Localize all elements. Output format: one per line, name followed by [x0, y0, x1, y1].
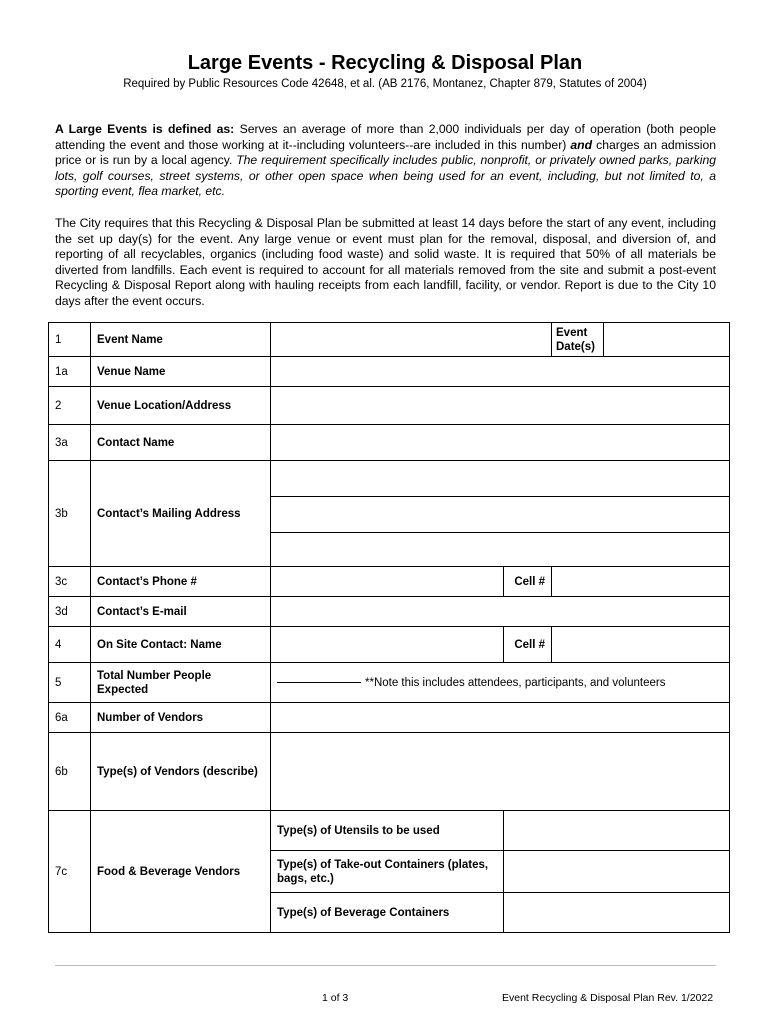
row-number: 1a [49, 357, 91, 387]
event-name-field[interactable] [271, 323, 552, 357]
row-food-vendors [49, 811, 730, 851]
row-venue-name [49, 357, 730, 387]
vendor-types-field[interactable] [271, 733, 730, 811]
row-number: 6b [49, 733, 91, 811]
number-vendors-field[interactable] [271, 703, 730, 733]
page-number: 1 of 3 [322, 992, 349, 1004]
row-contact-phone [49, 567, 730, 597]
row-number: 2 [49, 387, 91, 425]
contact-email-field[interactable] [271, 597, 730, 627]
onsite-contact-field[interactable] [271, 627, 504, 663]
row-vendor-types [49, 733, 730, 811]
row-venue-address [49, 387, 730, 425]
cell-label: Cell # [504, 567, 552, 597]
containers-label: Type(s) of Take-out Containers (plates, bags, etc.) [271, 851, 504, 893]
contact-name-field[interactable] [271, 425, 730, 461]
contact-email-label: Contact’s E-mail [91, 597, 271, 627]
event-name-label: Event Name [91, 323, 271, 357]
contact-phone-label: Contact’s Phone # [91, 567, 271, 597]
definition-label: A Large Events is defined as: [55, 122, 235, 136]
mailing-address-label: Contact’s Mailing Address [91, 461, 271, 567]
row-number: 3a [49, 425, 91, 461]
row-contact-name [49, 425, 730, 461]
containers-field[interactable] [504, 851, 730, 893]
utensils-label: Type(s) of Utensils to be used [271, 811, 504, 851]
cell-label: Cell # [504, 627, 552, 663]
row-number: 1 [49, 323, 91, 357]
event-dates-label: Event Date(s) [552, 323, 604, 357]
total-people-blank[interactable] [277, 682, 361, 683]
page-subtitle: Required by Public Resources Code 42648, et al. (AB 2176, Montanez, Chapter 879, Statutes of 2004) [123, 78, 647, 90]
beverage-field[interactable] [504, 893, 730, 933]
contact-cell-field[interactable] [552, 567, 730, 597]
row-number: 3c [49, 567, 91, 597]
total-people-label: Total Number People Expected [91, 663, 271, 703]
total-people-field[interactable] [271, 663, 730, 703]
row-onsite-contact [49, 627, 730, 663]
total-people-note: **Note this includes attendees, participants, and volunteers [365, 676, 666, 689]
mailing-address-line-1[interactable] [271, 461, 730, 497]
definition-text: Serves an average of more than 2,000 individuals per day of operation (both people attending the event and those working at it--including volunteers--are included in this number) [55, 122, 716, 152]
row-number: 3d [49, 597, 91, 627]
footer-divider [55, 965, 716, 966]
event-dates-field[interactable] [604, 323, 730, 357]
page-title: Large Events - Recycling & Disposal Plan [187, 52, 583, 74]
food-vendors-label: Food & Beverage Vendors [91, 811, 271, 933]
row-number: 5 [49, 663, 91, 703]
number-vendors-label: Number of Vendors [91, 703, 271, 733]
venue-address-field[interactable] [271, 387, 730, 425]
beverage-label: Type(s) of Beverage Containers [271, 893, 504, 933]
requirement-paragraph: The City requires that this Recycling & Disposal Plan be submitted at least 14 days before the start of any event, including the set up day(s) for the event. Any large venue or event must plan for the removal, disposal, and diversion of, and reporting of all recyclables, organics (including food waste) and solid waste. It is required that 50% of all materials be diverted from landfills. Each event is required to account for all materials removed from the site and submit a post-event Recycling & Disposal Report along with hauling receipts from each landfill, facility, or vendor. Report is due to the City 10 days after the event occurs. [55, 216, 716, 308]
contact-phone-field[interactable] [271, 567, 504, 597]
venue-address-label: Venue Location/Address [91, 387, 271, 425]
row-number-vendors [49, 703, 730, 733]
and-word: and [570, 137, 593, 152]
row-number: 3b [49, 461, 91, 567]
revision-label: Event Recycling & Disposal Plan Rev. 1/2022 [502, 992, 714, 1004]
definition-text-2: charges an admission price or is run by a local agency. [55, 137, 716, 168]
plan-form-table [48, 322, 730, 933]
venue-name-field[interactable] [271, 357, 730, 387]
contact-name-label: Contact Name [91, 425, 271, 461]
vendor-types-label: Type(s) of Vendors (describe) [91, 733, 271, 811]
row-number: 4 [49, 627, 91, 663]
row-number: 6a [49, 703, 91, 733]
utensils-field[interactable] [504, 811, 730, 851]
row-total-people [49, 663, 730, 703]
row-contact-email [49, 597, 730, 627]
mailing-address-line-2[interactable] [271, 497, 730, 533]
definition-italic: The requirement specifically includes public, nonprofit, or privately owned parks, parking lots, golf courses, street systems, or other open space when being used for an event, including, but not limited to, a sporting event, flea market, etc. [55, 153, 716, 199]
row-event-name [49, 323, 730, 357]
row-number: 7c [49, 811, 91, 933]
venue-name-label: Venue Name [91, 357, 271, 387]
mailing-address-line-3[interactable] [271, 533, 730, 567]
onsite-contact-label: On Site Contact: Name [91, 627, 271, 663]
onsite-cell-field[interactable] [552, 627, 730, 663]
definition-paragraph [55, 122, 716, 200]
row-mailing-address [49, 461, 730, 497]
